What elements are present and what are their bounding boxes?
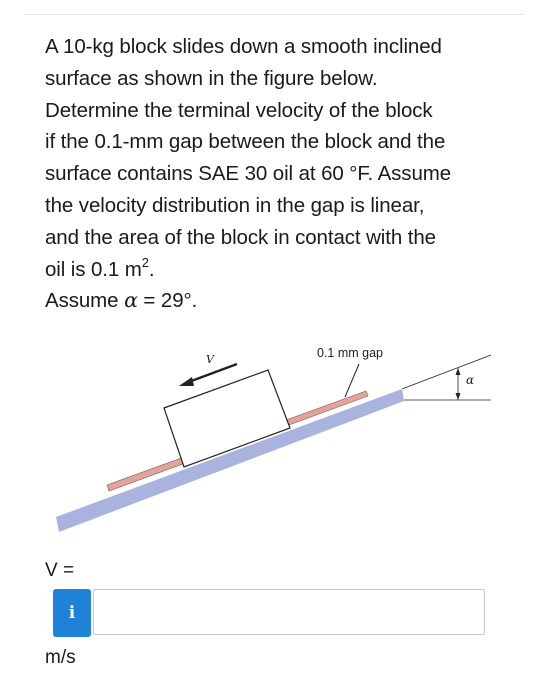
question-text <box>45 31 515 317</box>
answer-input[interactable] <box>93 589 485 635</box>
info-button[interactable] <box>53 589 91 637</box>
alpha-symbol: α <box>124 288 138 313</box>
assume-line <box>45 285 515 317</box>
question-line: surface contains SAE 30 oil at 60 °F. Assume <box>45 162 452 186</box>
gap-label: 0.1 mm gap <box>317 346 384 360</box>
question-line: the velocity distribution in the gap is linear, <box>45 193 425 217</box>
angle-label: α <box>466 373 475 387</box>
question-line: if the 0.1-mm gap between the block and the <box>45 130 446 154</box>
answer-variable-label: V = <box>45 560 75 581</box>
unit-label: m/s <box>45 647 76 668</box>
info-icon: i <box>68 603 76 623</box>
answer-row <box>53 589 485 637</box>
angle-arrowhead-top <box>456 368 461 375</box>
question-line: surface as shown in the figure below. <box>45 66 378 90</box>
question-line: and the area of the block in contact with the <box>45 225 436 249</box>
question-line: A 10-kg block slides down a smooth inclined <box>45 35 442 58</box>
incline-extension-line <box>402 355 491 389</box>
incline-figure <box>0 340 547 540</box>
question-line: Determine the terminal velocity of the block <box>45 98 433 122</box>
area-text: oil is 0.1 m <box>45 257 142 281</box>
assume-value: = 29°. <box>143 289 198 313</box>
velocity-arrowhead <box>179 377 194 386</box>
velocity-label: V <box>206 353 214 366</box>
question-line-area <box>45 254 515 286</box>
gap-leader-line <box>345 364 359 397</box>
angle-arrowhead-bottom <box>456 393 461 400</box>
top-divider <box>24 0 524 15</box>
assume-prefix: Assume <box>45 289 119 313</box>
area-period: . <box>148 257 155 281</box>
area-exponent: 2 <box>141 254 149 270</box>
velocity-arrow <box>186 364 237 383</box>
